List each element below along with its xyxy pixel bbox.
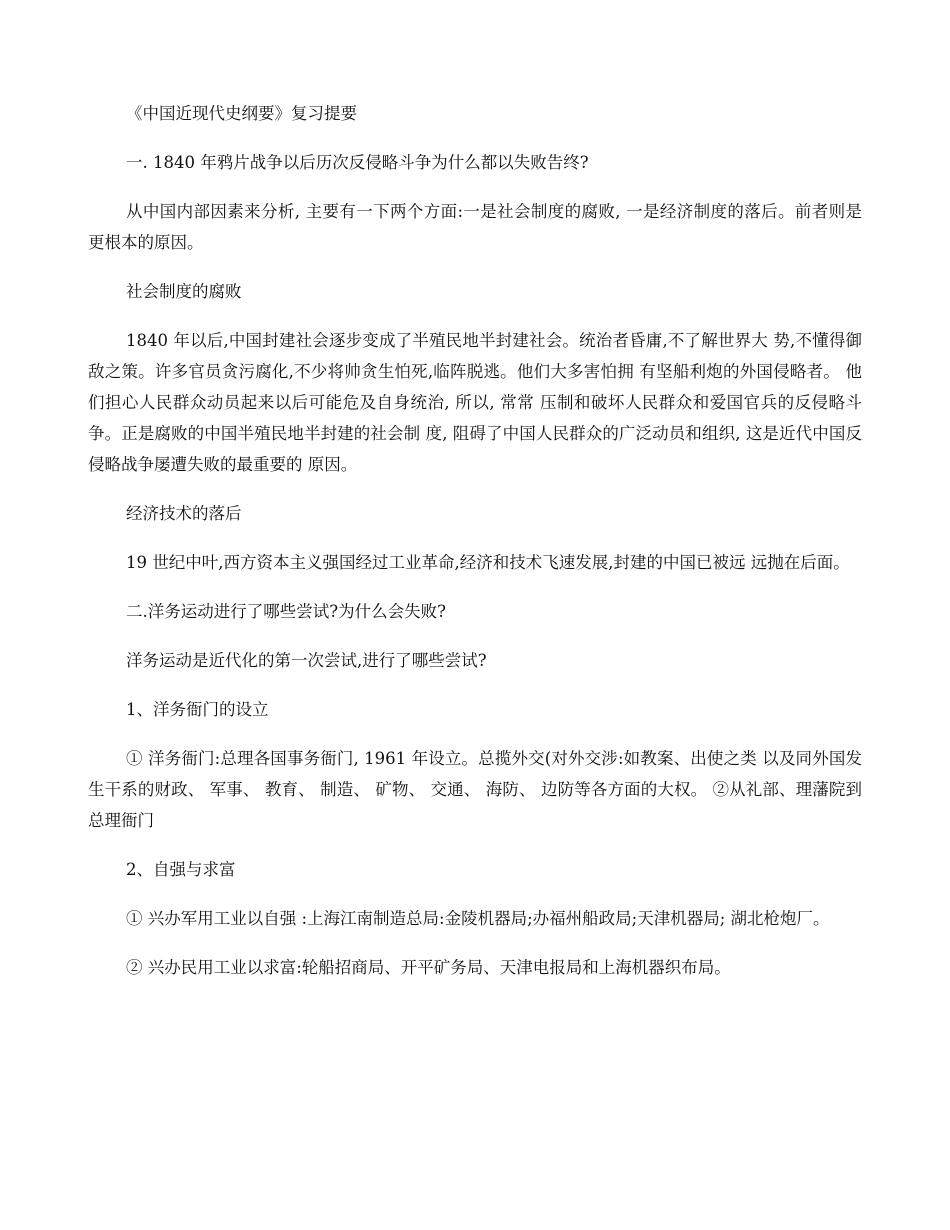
section-heading-1: 一. 1840 年鸦片战争以后历次反侵略斗争为什么都以失败告终?	[126, 153, 589, 172]
document-title: 《中国近现代史纲要》复习提要	[126, 104, 357, 123]
subheading-economy-technology: 经济技术的落后	[126, 504, 242, 523]
body-paragraph: 洋务运动是近代化的第一次尝试,进行了哪些尝试?	[126, 651, 487, 670]
section-heading-2: 二.洋务运动进行了哪些尝试?为什么会失败?	[126, 602, 446, 621]
body-paragraph: ① 洋务衙门:总理各国事务衙门, 1961 年设立。总揽外交(对外交涉:如教案、出使之类 以及同外国发生干系的财政、 军事、 教育、 制造、 矿物、 交通、 海防、 边防等各方面的大权。 ②从礼部、理藩院到总理衙门	[88, 749, 862, 830]
subheading-social-system: 社会制度的腐败	[126, 282, 242, 301]
body-paragraph: ② 兴办民用工业以求富:轮船招商局、开平矿务局、天津电报局和上海机器织布局。	[126, 958, 731, 977]
list-heading-2: 2、自强与求富	[126, 860, 236, 879]
list-heading-1: 1、洋务衙门的设立	[126, 700, 269, 719]
body-paragraph: 从中国内部因素来分析, 主要有一下两个方面:一是社会制度的腐败, 一是经济制度的落后。前者则是更根本的原因。	[88, 202, 862, 252]
body-paragraph: 1840 年以后,中国封建社会逐步变成了半殖民地半封建社会。统治者昏庸,不了解世界大 势,不懂得御敌之策。许多官员贪污腐化,不少将帅贪生怕死,临阵脱逃。他们大多害怕拥 有坚船利炮的外国侵略者。 他们担心人民群众动员起来以后可能危及自身统治, 所以, 常常 压制和破坏人民群众和爱国官兵的反侵略斗争。正是腐败的中国半殖民地半封建的社会制 度, 阻碍了中国人民群众的广泛动员和组织, 这是近代中国反侵略战争屡遭失败的最重要的 原因。	[88, 331, 862, 474]
body-paragraph: 19 世纪中叶,西方资本主义强国经过工业革命,经济和技术飞速发展,封建的中国已被远 远抛在后面。	[126, 553, 850, 572]
body-paragraph: ① 兴办军用工业以自强 :上海江南制造总局:金陵机器局;办福州船政局;天津机器局; 湖北枪炮厂。	[126, 909, 830, 928]
